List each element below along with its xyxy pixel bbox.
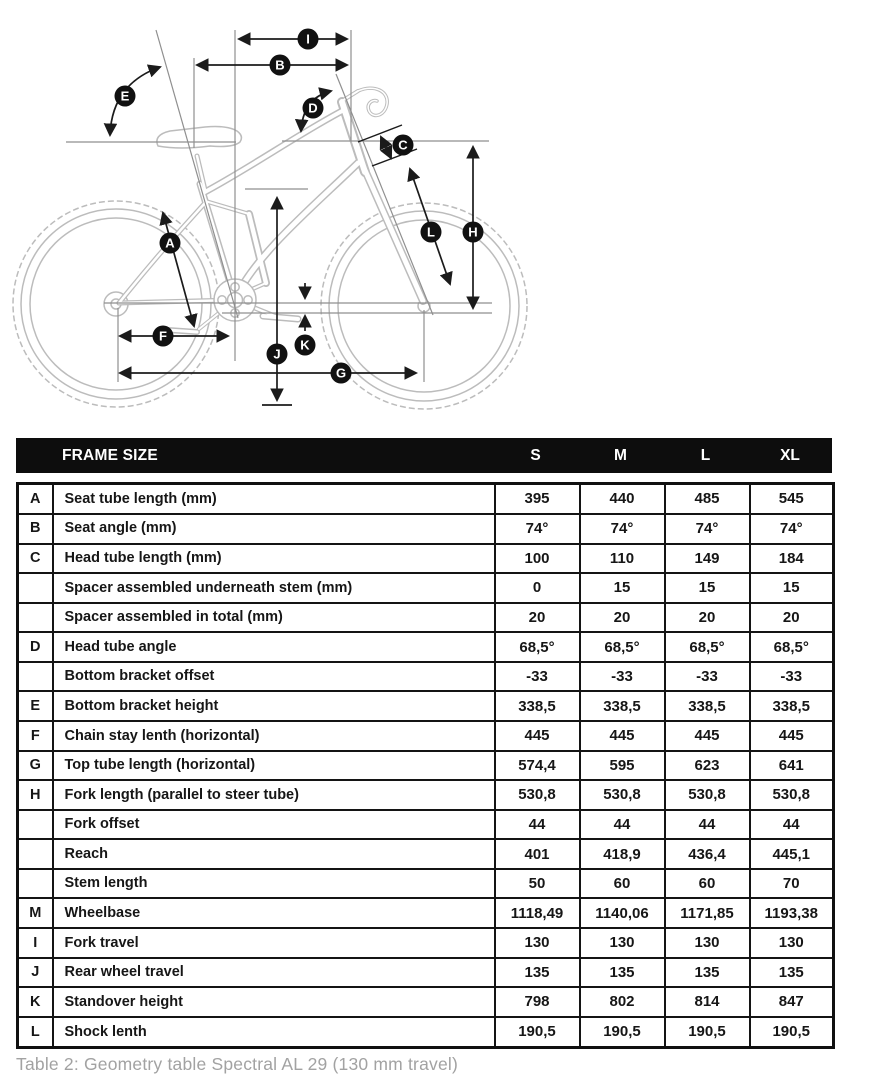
row-label: Seat angle (mm) bbox=[53, 514, 495, 544]
row-label: Wheelbase bbox=[53, 898, 495, 928]
svg-text:K: K bbox=[300, 337, 310, 353]
value-cell: 190,5 bbox=[495, 1017, 580, 1048]
value-cell: 184 bbox=[750, 544, 834, 574]
table-row bbox=[18, 810, 834, 840]
table-title: FRAME SIZE bbox=[62, 446, 158, 464]
table-row bbox=[18, 632, 834, 662]
value-cell: 641 bbox=[750, 751, 834, 781]
value-cell: 574,4 bbox=[495, 751, 580, 781]
value-cell: 847 bbox=[750, 987, 834, 1017]
row-label: Fork offset bbox=[53, 810, 495, 840]
bike-geometry-diagram bbox=[0, 0, 873, 436]
row-letter: F bbox=[18, 721, 53, 751]
value-cell: 190,5 bbox=[750, 1017, 834, 1048]
value-cell: 445,1 bbox=[750, 839, 834, 869]
value-cell: 130 bbox=[580, 928, 665, 958]
table-row bbox=[18, 544, 834, 574]
value-cell: 15 bbox=[750, 573, 834, 603]
value-cell: 15 bbox=[665, 573, 750, 603]
row-letter: L bbox=[18, 1017, 53, 1048]
row-letter bbox=[18, 662, 53, 692]
table-row bbox=[18, 603, 834, 633]
row-letter: D bbox=[18, 632, 53, 662]
value-cell: 530,8 bbox=[495, 780, 580, 810]
value-cell: 15 bbox=[580, 573, 665, 603]
row-label: Head tube length (mm) bbox=[53, 544, 495, 574]
marker-C bbox=[393, 135, 414, 156]
svg-text:D: D bbox=[308, 100, 318, 116]
column-header-xl: XL bbox=[780, 446, 800, 464]
row-letter bbox=[18, 603, 53, 633]
value-cell: 190,5 bbox=[580, 1017, 665, 1048]
geometry-table-body bbox=[18, 484, 834, 1048]
value-cell: 44 bbox=[580, 810, 665, 840]
row-letter: G bbox=[18, 751, 53, 781]
marker-G bbox=[331, 363, 352, 384]
marker-F bbox=[153, 326, 174, 347]
value-cell: 395 bbox=[495, 484, 580, 514]
value-cell: 70 bbox=[750, 869, 834, 899]
row-label: Fork travel bbox=[53, 928, 495, 958]
row-label: Rear wheel travel bbox=[53, 958, 495, 988]
table-header bbox=[16, 438, 832, 473]
value-cell: 44 bbox=[495, 810, 580, 840]
value-cell: 74° bbox=[580, 514, 665, 544]
svg-text:F: F bbox=[159, 328, 167, 344]
value-cell: 20 bbox=[665, 603, 750, 633]
marker-E bbox=[115, 86, 136, 107]
table-row bbox=[18, 987, 834, 1017]
table-row bbox=[18, 958, 834, 988]
value-cell: 338,5 bbox=[495, 691, 580, 721]
value-cell: 798 bbox=[495, 987, 580, 1017]
value-cell: 100 bbox=[495, 544, 580, 574]
value-cell: -33 bbox=[665, 662, 750, 692]
marker-H bbox=[463, 222, 484, 243]
dim-arrow-C bbox=[381, 137, 391, 158]
value-cell: 530,8 bbox=[665, 780, 750, 810]
value-cell: 338,5 bbox=[665, 691, 750, 721]
value-cell: 68,5° bbox=[665, 632, 750, 662]
marker-B bbox=[270, 55, 291, 76]
value-cell: 20 bbox=[750, 603, 834, 633]
row-letter: C bbox=[18, 544, 53, 574]
value-cell: 60 bbox=[580, 869, 665, 899]
frame bbox=[119, 88, 423, 303]
row-label: Chain stay lenth (horizontal) bbox=[53, 721, 495, 751]
row-label: Top tube length (horizontal) bbox=[53, 751, 495, 781]
value-cell: 135 bbox=[580, 958, 665, 988]
svg-text:J: J bbox=[273, 346, 281, 362]
row-label: Shock lenth bbox=[53, 1017, 495, 1048]
value-cell: 130 bbox=[665, 928, 750, 958]
value-cell: 1118,49 bbox=[495, 898, 580, 928]
row-label: Head tube angle bbox=[53, 632, 495, 662]
marker-J bbox=[267, 344, 288, 365]
row-label: Standover height bbox=[53, 987, 495, 1017]
value-cell: 20 bbox=[580, 603, 665, 633]
row-letter bbox=[18, 839, 53, 869]
value-cell: 149 bbox=[665, 544, 750, 574]
value-cell: -33 bbox=[750, 662, 834, 692]
table-row bbox=[18, 898, 834, 928]
marker-I bbox=[298, 29, 319, 50]
value-cell: 595 bbox=[580, 751, 665, 781]
table-row bbox=[18, 780, 834, 810]
table-row bbox=[18, 751, 834, 781]
value-cell: 20 bbox=[495, 603, 580, 633]
marker-A bbox=[160, 233, 181, 254]
value-cell: 1193,38 bbox=[750, 898, 834, 928]
value-cell: 190,5 bbox=[665, 1017, 750, 1048]
row-letter: J bbox=[18, 958, 53, 988]
value-cell: 445 bbox=[750, 721, 834, 751]
value-cell: 60 bbox=[665, 869, 750, 899]
value-cell: 545 bbox=[750, 484, 834, 514]
row-letter bbox=[18, 869, 53, 899]
marker-D bbox=[303, 98, 324, 119]
value-cell: 68,5° bbox=[750, 632, 834, 662]
value-cell: 445 bbox=[580, 721, 665, 751]
table-row bbox=[18, 721, 834, 751]
value-cell: 623 bbox=[665, 751, 750, 781]
value-cell: -33 bbox=[580, 662, 665, 692]
table-row bbox=[18, 691, 834, 721]
value-cell: 530,8 bbox=[750, 780, 834, 810]
value-cell: 338,5 bbox=[750, 691, 834, 721]
value-cell: 135 bbox=[750, 958, 834, 988]
value-cell: 74° bbox=[495, 514, 580, 544]
value-cell: 814 bbox=[665, 987, 750, 1017]
value-cell: 802 bbox=[580, 987, 665, 1017]
svg-text:I: I bbox=[306, 31, 310, 47]
value-cell: 401 bbox=[495, 839, 580, 869]
row-label: Bottom bracket height bbox=[53, 691, 495, 721]
value-cell: 110 bbox=[580, 544, 665, 574]
value-cell: 135 bbox=[495, 958, 580, 988]
value-cell: 74° bbox=[750, 514, 834, 544]
svg-text:B: B bbox=[275, 57, 285, 73]
value-cell: 338,5 bbox=[580, 691, 665, 721]
value-cell: 1171,85 bbox=[665, 898, 750, 928]
saddle bbox=[157, 127, 242, 149]
svg-text:G: G bbox=[335, 365, 347, 381]
value-cell: 445 bbox=[665, 721, 750, 751]
reference-lines bbox=[66, 30, 492, 382]
value-cell: 68,5° bbox=[495, 632, 580, 662]
row-label: Reach bbox=[53, 839, 495, 869]
table-row bbox=[18, 869, 834, 899]
table-row bbox=[18, 662, 834, 692]
table-row bbox=[18, 514, 834, 544]
row-label: Bottom bracket offset bbox=[53, 662, 495, 692]
value-cell: 130 bbox=[750, 928, 834, 958]
value-cell: 50 bbox=[495, 869, 580, 899]
table-row bbox=[18, 928, 834, 958]
value-cell: 135 bbox=[665, 958, 750, 988]
row-label: Stem length bbox=[53, 869, 495, 899]
row-letter: K bbox=[18, 987, 53, 1017]
value-cell: 530,8 bbox=[580, 780, 665, 810]
value-cell: 0 bbox=[495, 573, 580, 603]
value-cell: 68,5° bbox=[580, 632, 665, 662]
table-row bbox=[18, 839, 834, 869]
value-cell: 44 bbox=[665, 810, 750, 840]
row-label: Seat tube length (mm) bbox=[53, 484, 495, 514]
table-row bbox=[18, 573, 834, 603]
value-cell: 74° bbox=[665, 514, 750, 544]
dimension-markers bbox=[115, 29, 484, 384]
column-header-m: M bbox=[614, 446, 627, 464]
svg-text:E: E bbox=[120, 88, 130, 104]
svg-text:L: L bbox=[427, 224, 435, 240]
value-cell: 436,4 bbox=[665, 839, 750, 869]
row-letter bbox=[18, 810, 53, 840]
value-cell: 1140,06 bbox=[580, 898, 665, 928]
row-letter: M bbox=[18, 898, 53, 928]
marker-L bbox=[421, 222, 442, 243]
value-cell: -33 bbox=[495, 662, 580, 692]
row-letter: I bbox=[18, 928, 53, 958]
value-cell: 445 bbox=[495, 721, 580, 751]
value-cell: 418,9 bbox=[580, 839, 665, 869]
row-letter: E bbox=[18, 691, 53, 721]
row-letter: B bbox=[18, 514, 53, 544]
value-cell: 440 bbox=[580, 484, 665, 514]
row-label: Spacer assembled underneath stem (mm) bbox=[53, 573, 495, 603]
svg-text:C: C bbox=[398, 137, 408, 153]
svg-text:A: A bbox=[165, 235, 175, 251]
value-cell: 485 bbox=[665, 484, 750, 514]
marker-K bbox=[295, 335, 316, 356]
table-row bbox=[18, 1017, 834, 1048]
row-letter: A bbox=[18, 484, 53, 514]
row-label: Fork length (parallel to steer tube) bbox=[53, 780, 495, 810]
svg-text:H: H bbox=[468, 224, 478, 240]
value-cell: 44 bbox=[750, 810, 834, 840]
value-cell: 130 bbox=[495, 928, 580, 958]
frame-size-table bbox=[16, 482, 835, 1049]
table-row bbox=[18, 484, 834, 514]
column-header-l: L bbox=[700, 446, 711, 464]
table-caption: Table 2: Geometry table Spectral AL 29 (130 mm travel) bbox=[16, 1054, 459, 1074]
column-header-s: S bbox=[530, 446, 541, 464]
row-label: Spacer assembled in total (mm) bbox=[53, 603, 495, 633]
row-letter bbox=[18, 573, 53, 603]
row-letter: H bbox=[18, 780, 53, 810]
